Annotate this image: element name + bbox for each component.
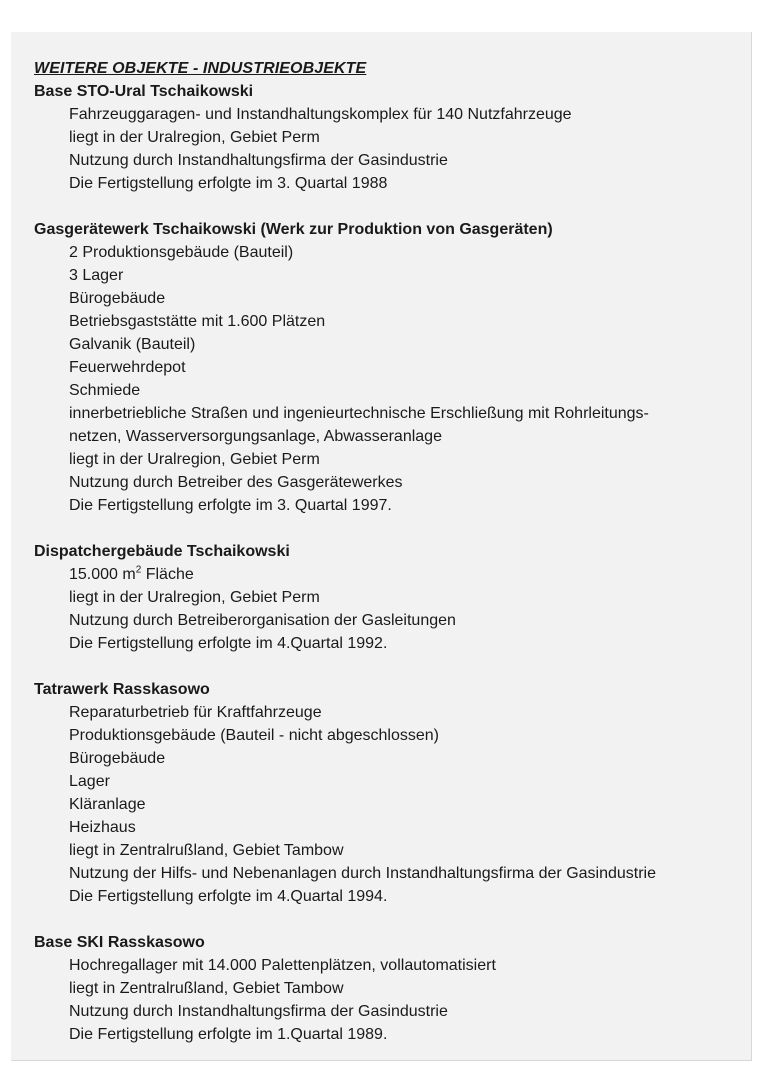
section-tatrawerk <box>34 678 734 908</box>
area-value: 15.000 m <box>69 566 136 583</box>
section-line: liegt in der Uralregion, Gebiet Perm <box>69 589 320 606</box>
section-line: Feuerwehrdepot <box>69 359 186 376</box>
section-line: liegt in Zentralrußland, Gebiet Tambow <box>69 842 344 859</box>
section-heading: Gasgerätewerk Tschaikowski (Werk zur Produktion von Gasgeräten) <box>34 221 553 238</box>
section-heading: Base SKI Rasskasowo <box>34 934 205 951</box>
section-lines <box>34 241 734 517</box>
section-line: liegt in Zentralrußland, Gebiet Tambow <box>69 980 344 997</box>
section-gasgeraetewerk <box>34 218 734 517</box>
area-line <box>69 563 734 586</box>
section-line: 3 Lager <box>69 267 124 284</box>
section-line: Schmiede <box>69 382 141 399</box>
section-line: netzen, Wasserversorgungsanlage, Abwasseranlage <box>69 428 442 445</box>
section-base-ski <box>34 931 734 1046</box>
section-line: liegt in der Uralregion, Gebiet Perm <box>69 129 320 146</box>
section-line: Heizhaus <box>69 819 136 836</box>
section-line: Die Fertigstellung erfolgte im 4.Quartal 1992. <box>69 635 388 652</box>
section-line: innerbetriebliche Straßen und ingenieurtechnische Erschließung mit Rohrleitungs- <box>69 405 649 422</box>
section-line: Lager <box>69 773 110 790</box>
section-line: Hochregallager mit 14.000 Palettenplätzen, vollautomatisiert <box>69 957 496 974</box>
section-line: Die Fertigstellung erfolgte im 1.Quartal 1989. <box>69 1026 388 1043</box>
section-heading: Dispatchergebäude Tschaikowski <box>34 543 290 560</box>
section-heading: Base STO-Ural Tschaikowski <box>34 83 254 100</box>
area-label: Fläche <box>141 566 194 583</box>
section-base-sto-ural <box>34 80 734 195</box>
section-line: Die Fertigstellung erfolgte im 3. Quartal 1997. <box>69 497 392 514</box>
section-line: Die Fertigstellung erfolgte im 4.Quartal 1994. <box>69 888 388 905</box>
section-lines <box>34 563 734 655</box>
section-line: Fahrzeuggaragen- und Instandhaltungskomplex für 140 Nutzfahrzeuge <box>69 106 572 123</box>
document-title: WEITERE OBJEKTE - INDUSTRIEOBJEKTE <box>34 60 367 77</box>
section-line: Bürogebäude <box>69 290 166 307</box>
section-heading: Tatrawerk Rasskasowo <box>34 681 210 698</box>
section-line: liegt in der Uralregion, Gebiet Perm <box>69 451 320 468</box>
section-lines <box>34 701 734 908</box>
section-dispatchergebaeude <box>34 540 734 655</box>
section-line: Nutzung der Hilfs- und Nebenanlagen durch Instandhaltungsfirma der Gasindustrie <box>69 865 657 882</box>
section-line: Betriebsgaststätte mit 1.600 Plätzen <box>69 313 326 330</box>
section-line: Nutzung durch Instandhaltungsfirma der Gasindustrie <box>69 152 448 169</box>
section-line: Nutzung durch Instandhaltungsfirma der Gasindustrie <box>69 1003 448 1020</box>
section-line: Kläranlage <box>69 796 146 813</box>
section-line: Bürogebäude <box>69 750 166 767</box>
section-line: Galvanik (Bauteil) <box>69 336 196 353</box>
section-lines <box>34 103 734 195</box>
section-line: 2 Produktionsgebäude (Bauteil) <box>69 244 294 261</box>
section-line: Nutzung durch Betreiber des Gasgerätewerkes <box>69 474 403 491</box>
section-lines <box>34 954 734 1046</box>
section-line: Nutzung durch Betreiberorganisation der Gasleitungen <box>69 612 456 629</box>
section-line: Produktionsgebäude (Bauteil - nicht abgeschlossen) <box>69 727 440 744</box>
document-body <box>34 57 734 1046</box>
section-line: Die Fertigstellung erfolgte im 3. Quartal 1988 <box>69 175 388 192</box>
section-line: Reparaturbetrieb für Kraftfahrzeuge <box>69 704 322 721</box>
area-exponent: 2 <box>135 564 142 576</box>
